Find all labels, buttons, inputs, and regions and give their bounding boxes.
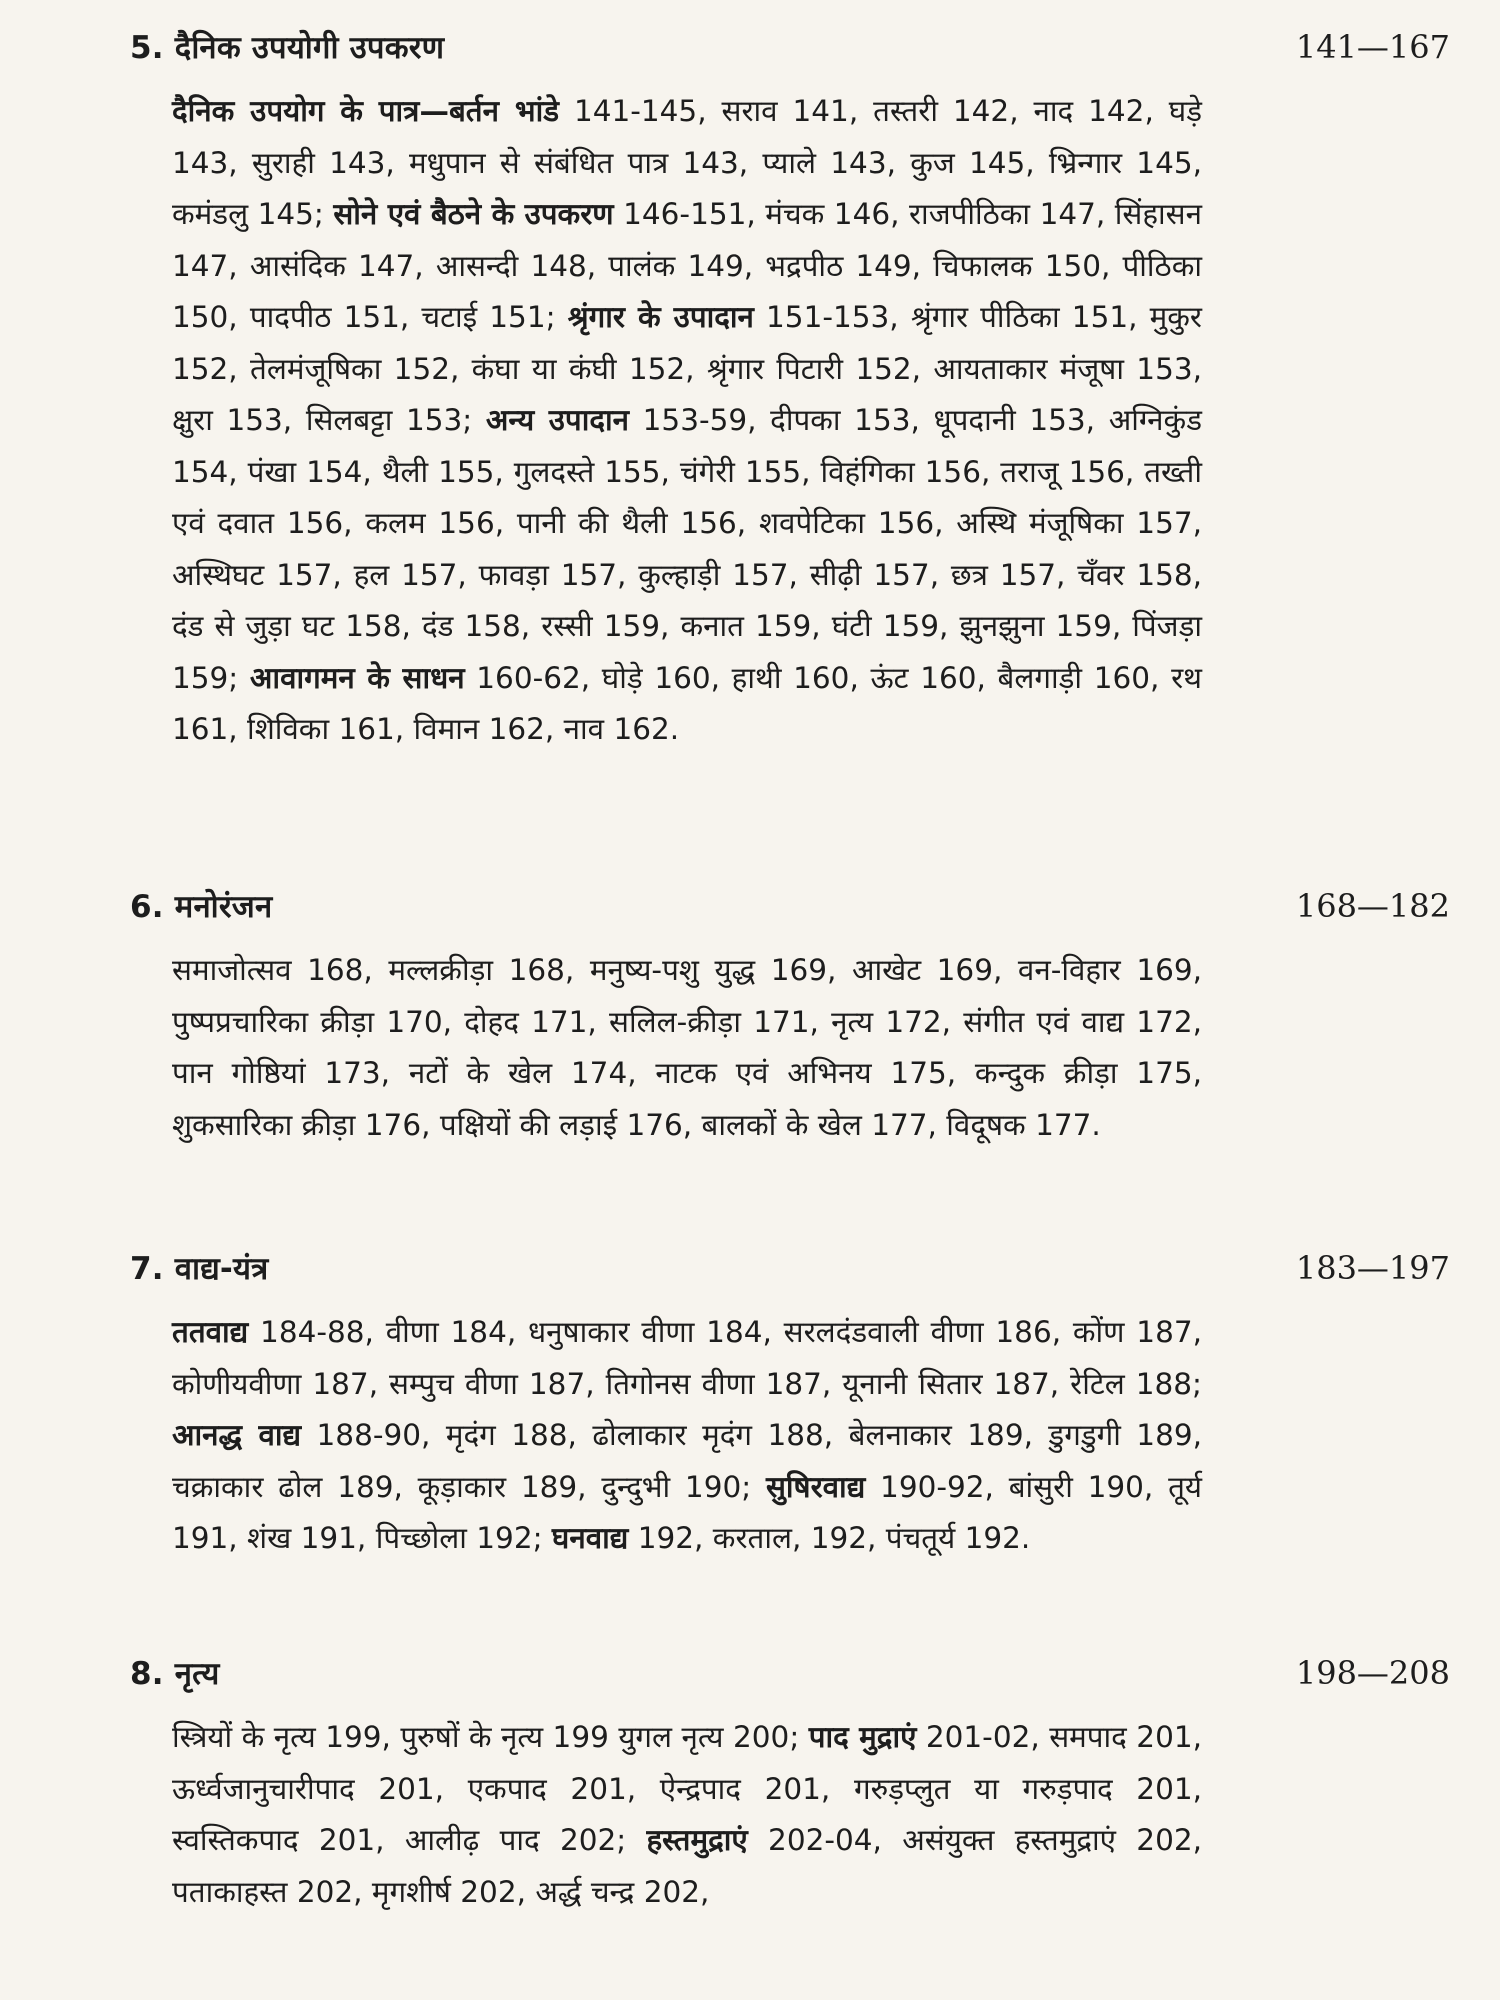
- subheading: आनद्ध वाद्य: [172, 1418, 302, 1452]
- subheading: श्रृंगार के उपादान: [567, 300, 754, 334]
- entry-text: 146-151, मंचक 146, राजपीठिका 147, सिंहासन 147, आसंदिक 147, आसन्दी 148, पालंक 149, भद्रपीठ 149, चिफालक 150, पीठिका 150, पादपीठ 151, चटाई 151;: [172, 197, 1202, 334]
- section-heading: 8. नृत्य: [130, 1656, 220, 1692]
- page-range: 198—208: [1295, 1654, 1450, 1692]
- section-body: [172, 945, 1202, 1151]
- page-range: 168—182: [1295, 887, 1450, 925]
- subheading: सुषिरवाद्य: [765, 1469, 866, 1504]
- subheading: हस्तमुद्राएं: [646, 1823, 748, 1857]
- subheading: पाद मुद्राएं: [808, 1720, 917, 1754]
- page-range: 141—167: [1295, 28, 1450, 66]
- entry-text: समाजोत्सव 168, मल्लक्रीड़ा 168, मनुष्य-पशु युद्ध 169, आखेट 169, वन-विहार 169, पुष्पप्रचारिका क्रीड़ा 170, दोहद 171, सलिल-क्रीड़ा 171, नृत्य 172, संगीत एवं वाद्य 172, पान गोष्ठियां 173, नटों के खेल 174, नाटक एवं अभिनय 175, कन्दुक क्रीड़ा 175, शुकसारिका क्रीड़ा 176, पक्षियों की लड़ाई 176, बालकों के खेल 177, विदूषक 177.: [172, 953, 1202, 1142]
- entry-text: 151-153, श्रृंगार पीठिका 151, मुकुर 152, तेलमंजूषिका 152, कंघा या कंघी 152, श्रृंगार पिटारी 152, आयताकार मंजूषा 153, क्षुरा 153, सिलबट्टा 153;: [172, 300, 1202, 437]
- section-heading: 6. मनोरंजन: [130, 889, 273, 925]
- section-heading: 7. वाद्य-यंत्र: [130, 1251, 269, 1287]
- entry-text: स्त्रियों के नृत्य 199, पुरुषों के नृत्य 199 युगल नृत्य 200;: [172, 1720, 809, 1754]
- subheading: ततवाद्य: [172, 1315, 249, 1349]
- subheading: घनवाद्य: [551, 1521, 629, 1555]
- entry-text: 190-92, बांसुरी 190, तूर्य 191, शंख 191, पिच्छोला 192;: [172, 1469, 1202, 1555]
- subheading: अन्य उपादान: [485, 403, 630, 437]
- section-7: [130, 1247, 1450, 1565]
- section-heading: 5. दैनिक उपयोगी उपकरण: [130, 30, 445, 66]
- entry-text: 188-90, मृदंग 188, ढोलाकार मृदंग 188, बेलनाकार 189, डुगडुगी 189, चक्राकार ढोल 189, कूड़ाकार 189, दुन्दुभी 190;: [172, 1418, 1202, 1504]
- entry-text: 201-02, समपाद 201, ऊर्ध्वजानुचारीपाद 201, एकपाद 201, ऐन्द्रपाद 201, गरुड़प्लुत या गरुड़पाद 201, स्वस्तिकपाद 201, आलीढ़ पाद 202;: [172, 1720, 1202, 1857]
- page-range: 183—197: [1295, 1249, 1450, 1287]
- section-6: [130, 885, 1450, 1151]
- subheading: आवागमन के साधन: [249, 660, 465, 695]
- section-8: [130, 1652, 1450, 1918]
- section-header: [130, 1247, 1450, 1307]
- entry-text: 160-62, घोड़े 160, हाथी 160, ऊंट 160, बैलगाड़ी 160, रथ 161, शिविका 161, विमान 162, नाव 162.: [172, 660, 1202, 746]
- section-header: [130, 26, 1450, 86]
- entry-text: 202-04, असंयुक्त हस्तमुद्राएं 202, पताकाहस्त 202, मृगशीर्ष 202, अर्द्ध चन्द्र 202,: [172, 1823, 1202, 1909]
- entry-text: 192, करताल, 192, पंचतूर्य 192.: [628, 1521, 1031, 1555]
- section-5: [130, 26, 1450, 756]
- entry-text: 141-145, सराव 141, तस्तरी 142, नाद 142, घड़े 143, सुराही 143, मधुपान से संबंधित पात्र 143, प्याले 143, कुज 145, भ्रिन्गार 145, कमंडलु 145;: [172, 94, 1202, 231]
- section-header: [130, 1652, 1450, 1712]
- subheading: दैनिक उपयोग के पात्र—बर्तन भांडे: [172, 94, 559, 128]
- subheading: सोने एवं बैठने के उपकरण: [333, 197, 614, 231]
- entry-text: 153-59, दीपका 153, धूपदानी 153, अग्निकुंड 154, पंखा 154, थैली 155, गुलदस्ते 155, चंगेरी 155, विहंगिका 156, तराजू 156, तख्ती एवं दवात 156, कलम 156, पानी की थैली 156, शवपेटिका 156, अस्थि मंजूषिका 157, अस्थिघट 157, हल 157, फावड़ा 157, कुल्हाड़ी 157, सीढ़ी 157, छत्र 157, चँवर 158, दंड से जुड़ा घट 158, दंड 158, रस्सी 159, कनात 159, घंटी 159, झुनझुना 159, पिंजड़ा 159;: [172, 403, 1202, 695]
- section-body: [172, 1307, 1202, 1565]
- entry-text: 184-88, वीणा 184, धनुषाकार वीणा 184, सरलदंडवाली वीणा 186, कोंण 187, कोणीयवीणा 187, सम्पुच वीणा 187, तिगोनस वीणा 187, यूनानी सितार 187, रेटिल 188;: [172, 1315, 1202, 1401]
- section-body: [172, 86, 1202, 756]
- section-header: [130, 885, 1450, 945]
- section-body: [172, 1712, 1202, 1918]
